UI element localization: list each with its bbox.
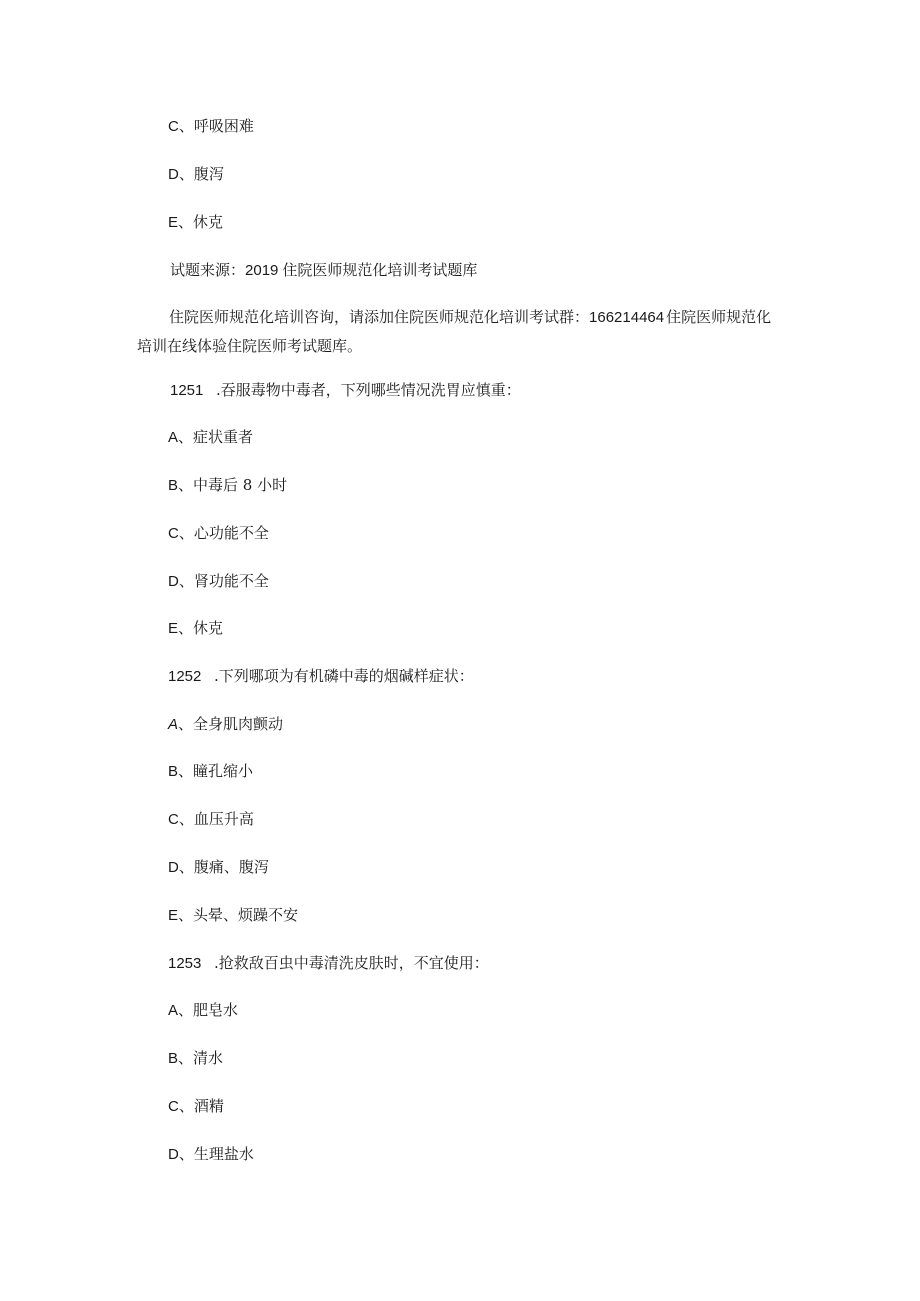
option-text: 腹泻 — [193, 165, 224, 183]
source-line — [170, 260, 477, 281]
source-text: 住院医师规范化培训考试题库 — [282, 261, 478, 279]
consult-text-a: 住院医师规范化培训咨询，请添加住院医师规范化培训考试群： — [169, 308, 590, 326]
option-letter: A — [168, 429, 179, 446]
consult-text-b: 住院医师规范化培训在线体验住院医师考试题库。 — [137, 308, 772, 355]
option-text: 全身肌肉颤动 — [193, 715, 284, 733]
source-label: 试题来源： — [170, 261, 246, 279]
option-letter: B — [168, 1050, 179, 1067]
option-sep: 、 — [178, 619, 194, 637]
option-sep: 、 — [178, 1001, 194, 1019]
question-stem — [168, 666, 474, 687]
option-a — [168, 427, 253, 448]
question-number: 1253 — [168, 955, 202, 972]
option-text: 呼吸困难 — [193, 117, 254, 135]
source-year: 2019 — [245, 262, 279, 279]
option-b — [168, 761, 253, 782]
option-text: 血压升高 — [193, 810, 254, 828]
option-text: 清水 — [193, 1049, 224, 1067]
option-b — [168, 475, 287, 496]
option-c — [168, 1096, 224, 1117]
option-letter: C — [168, 525, 179, 542]
option-sep: 、 — [178, 858, 194, 876]
question-stem — [168, 953, 489, 974]
option-d — [168, 857, 269, 878]
option-text: 休克 — [193, 213, 224, 231]
question-text: .下列哪项为有机磷中毒的烟碱样症状： — [214, 667, 474, 685]
option-sep: 、 — [178, 1049, 194, 1067]
option-letter: C — [168, 1098, 179, 1115]
option-letter: E — [168, 620, 179, 637]
option-sep: 、 — [178, 524, 194, 542]
option-letter: D — [168, 166, 179, 183]
option-a — [168, 714, 283, 735]
option-sep: 、 — [178, 762, 194, 780]
consult-paragraph — [137, 303, 777, 361]
option-letter: B — [168, 763, 179, 780]
option-c — [168, 523, 269, 544]
option-text: 肥皂水 — [193, 1001, 239, 1019]
option-letter: B — [168, 477, 179, 494]
option-sep: 、 — [178, 715, 194, 733]
option-letter: C — [168, 811, 179, 828]
option-letter: D — [168, 859, 179, 876]
option-text: 中毒后 8 小时 — [193, 476, 288, 494]
option-sep: 、 — [178, 1097, 194, 1115]
question-number: 1251 — [170, 382, 204, 399]
option-text: 肾功能不全 — [193, 572, 269, 590]
option-letter: E — [168, 214, 179, 231]
option-b — [168, 1048, 223, 1069]
question-text: .吞服毒物中毒者，下列哪些情况洗胃应慎重： — [216, 381, 521, 399]
option-c — [168, 809, 254, 830]
option-d — [168, 164, 224, 185]
option-letter: A — [168, 716, 179, 733]
option-e — [168, 905, 298, 926]
option-sep: 、 — [178, 213, 194, 231]
option-letter: A — [168, 1002, 179, 1019]
option-text: 生理盐水 — [193, 1145, 254, 1163]
option-sep: 、 — [178, 906, 194, 924]
option-c — [168, 116, 254, 137]
option-text: 休克 — [193, 619, 224, 637]
option-e — [168, 212, 223, 233]
option-sep: 、 — [178, 810, 194, 828]
option-a — [168, 1000, 238, 1021]
option-letter: D — [168, 573, 179, 590]
option-sep: 、 — [178, 117, 194, 135]
option-text: 心功能不全 — [193, 524, 269, 542]
option-d — [168, 1144, 254, 1165]
question-number: 1252 — [168, 668, 202, 685]
option-text: 症状重者 — [193, 428, 254, 446]
consult-group-number: 166214464 — [589, 309, 665, 326]
option-sep: 、 — [178, 1145, 194, 1163]
option-text: 瞳孔缩小 — [193, 762, 254, 780]
option-letter: D — [168, 1146, 179, 1163]
option-sep: 、 — [178, 165, 194, 183]
option-d — [168, 571, 269, 592]
option-letter: E — [168, 907, 179, 924]
question-text: .抢救敌百虫中毒清洗皮肤时，不宜使用： — [214, 954, 489, 972]
option-sep: 、 — [178, 572, 194, 590]
option-sep: 、 — [178, 476, 194, 494]
option-sep: 、 — [178, 428, 194, 446]
option-text: 头晕、烦躁不安 — [193, 906, 299, 924]
option-text: 腹痛、腹泻 — [193, 858, 269, 876]
question-stem — [170, 380, 521, 401]
option-e — [168, 618, 223, 639]
option-text: 酒精 — [193, 1097, 224, 1115]
option-letter: C — [168, 118, 179, 135]
